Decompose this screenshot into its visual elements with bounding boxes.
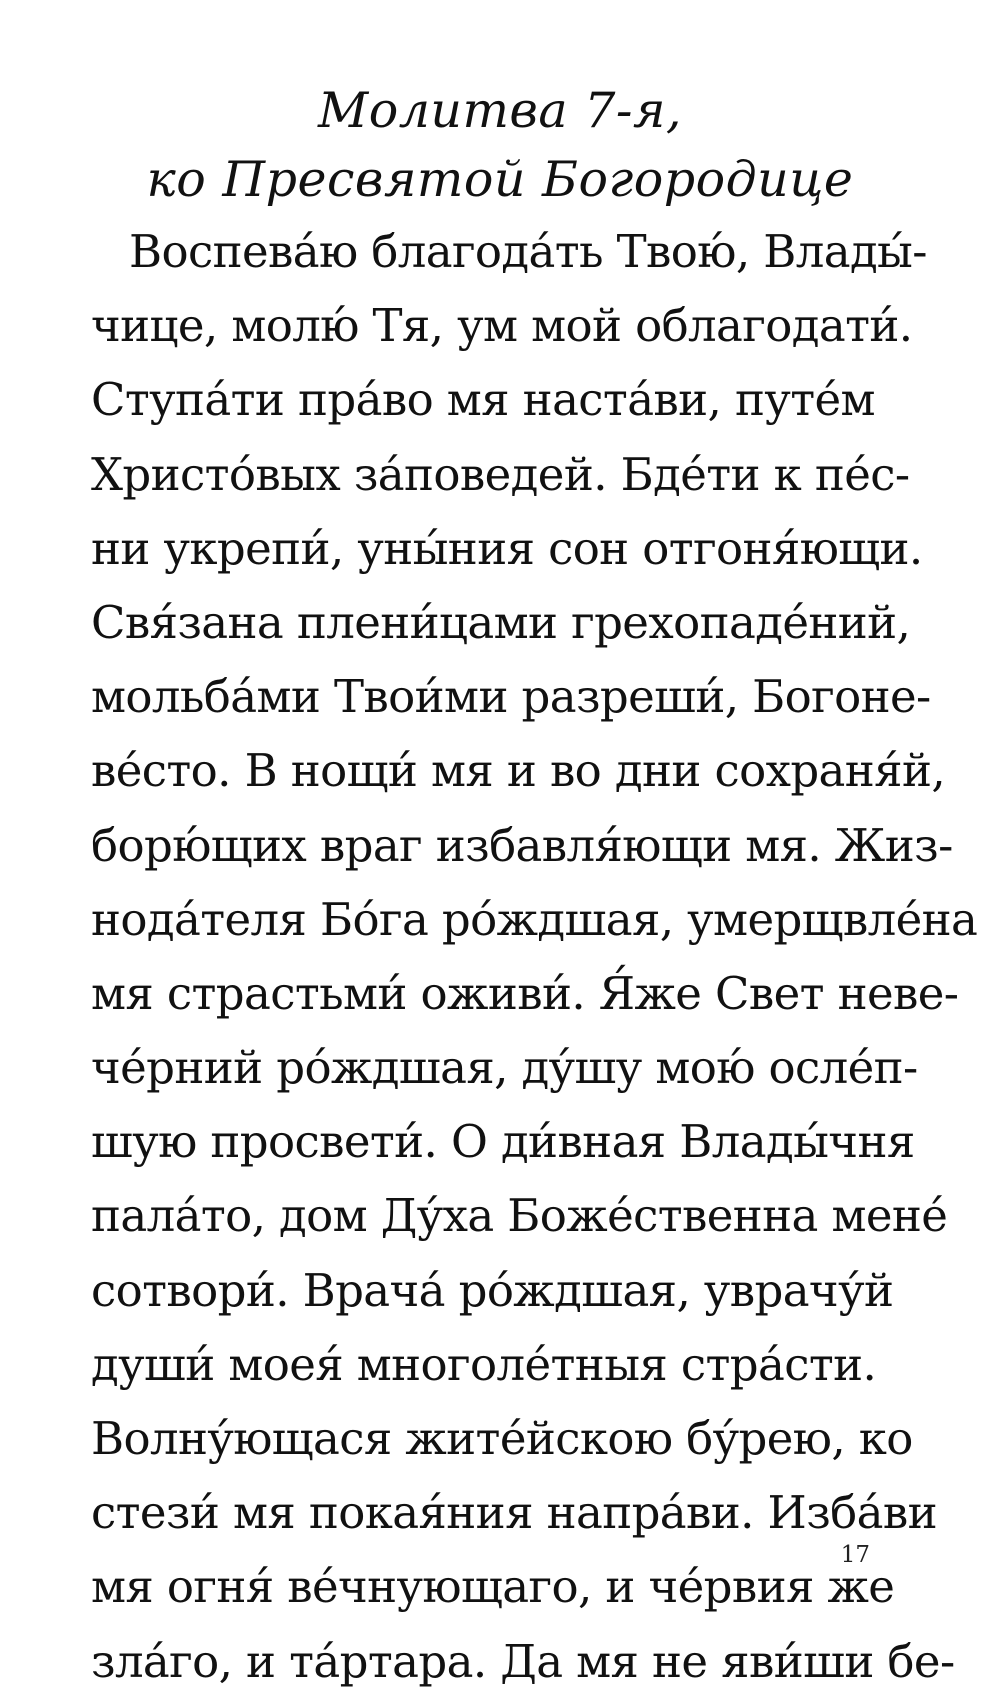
text-line: шую просвети́. О ди́вная Влады́чня	[91, 1115, 915, 1169]
prayer-text	[91, 215, 978, 1699]
prayer-subtitle: ко Пресвятой Богородице	[146, 151, 854, 208]
text-line: борю́щих враг избавля́ющи мя. Жиз-	[91, 818, 953, 872]
text-line: Христо́вых за́поведей. Бде́ти к пе́с-	[91, 447, 910, 501]
text-line: Ступа́ти пра́во мя наста́ви, путе́м	[91, 373, 875, 427]
text-line: нода́теля Бо́га ро́ждшая, умерщвле́на	[91, 892, 978, 946]
text-line: сотвори́. Врача́ ро́ждшая, уврачу́й	[91, 1263, 894, 1317]
text-line: ве́сто. В нощи́ мя и во дни сохраня́й,	[91, 744, 946, 798]
text-line: Свя́зана плени́цами грехопаде́ний,	[91, 595, 911, 649]
text-line: мя страстьми́ оживи́. Я́же Свет неве-	[91, 966, 959, 1020]
text-line: мольба́ми Твои́ми разреши́, Богоне-	[91, 670, 931, 724]
prayer-title: Молитва 7-я,	[318, 82, 682, 139]
text-line: че́рний ро́ждшая, ду́шу мою́ осле́п-	[91, 1041, 918, 1095]
text-line: чице, молю́ Тя, ум мой облагодати́.	[91, 299, 913, 353]
text-line: мя огня́ ве́чнующаго, и че́рвия же	[91, 1560, 895, 1614]
text-line: пала́то, дом Ду́ха Боже́ственна мене́	[91, 1189, 948, 1243]
text-line: души́ моея́ многоле́тныя стра́сти.	[91, 1337, 877, 1391]
page-number: 17	[840, 1542, 870, 1568]
text-line: ни укрепи́, уны́ния сон отгоня́ющи.	[91, 521, 923, 575]
text-line: стези́ мя покая́ния напра́ви. Изба́ви	[91, 1486, 937, 1540]
text-line: Воспева́ю благода́ть Твою́, Влады́-	[129, 225, 927, 278]
text-line: Волну́ющася жите́йскою бу́рею, ко	[91, 1412, 913, 1465]
text-line: зла́го, и та́ртара. Да мя не яви́ши бе-	[91, 1634, 955, 1688]
